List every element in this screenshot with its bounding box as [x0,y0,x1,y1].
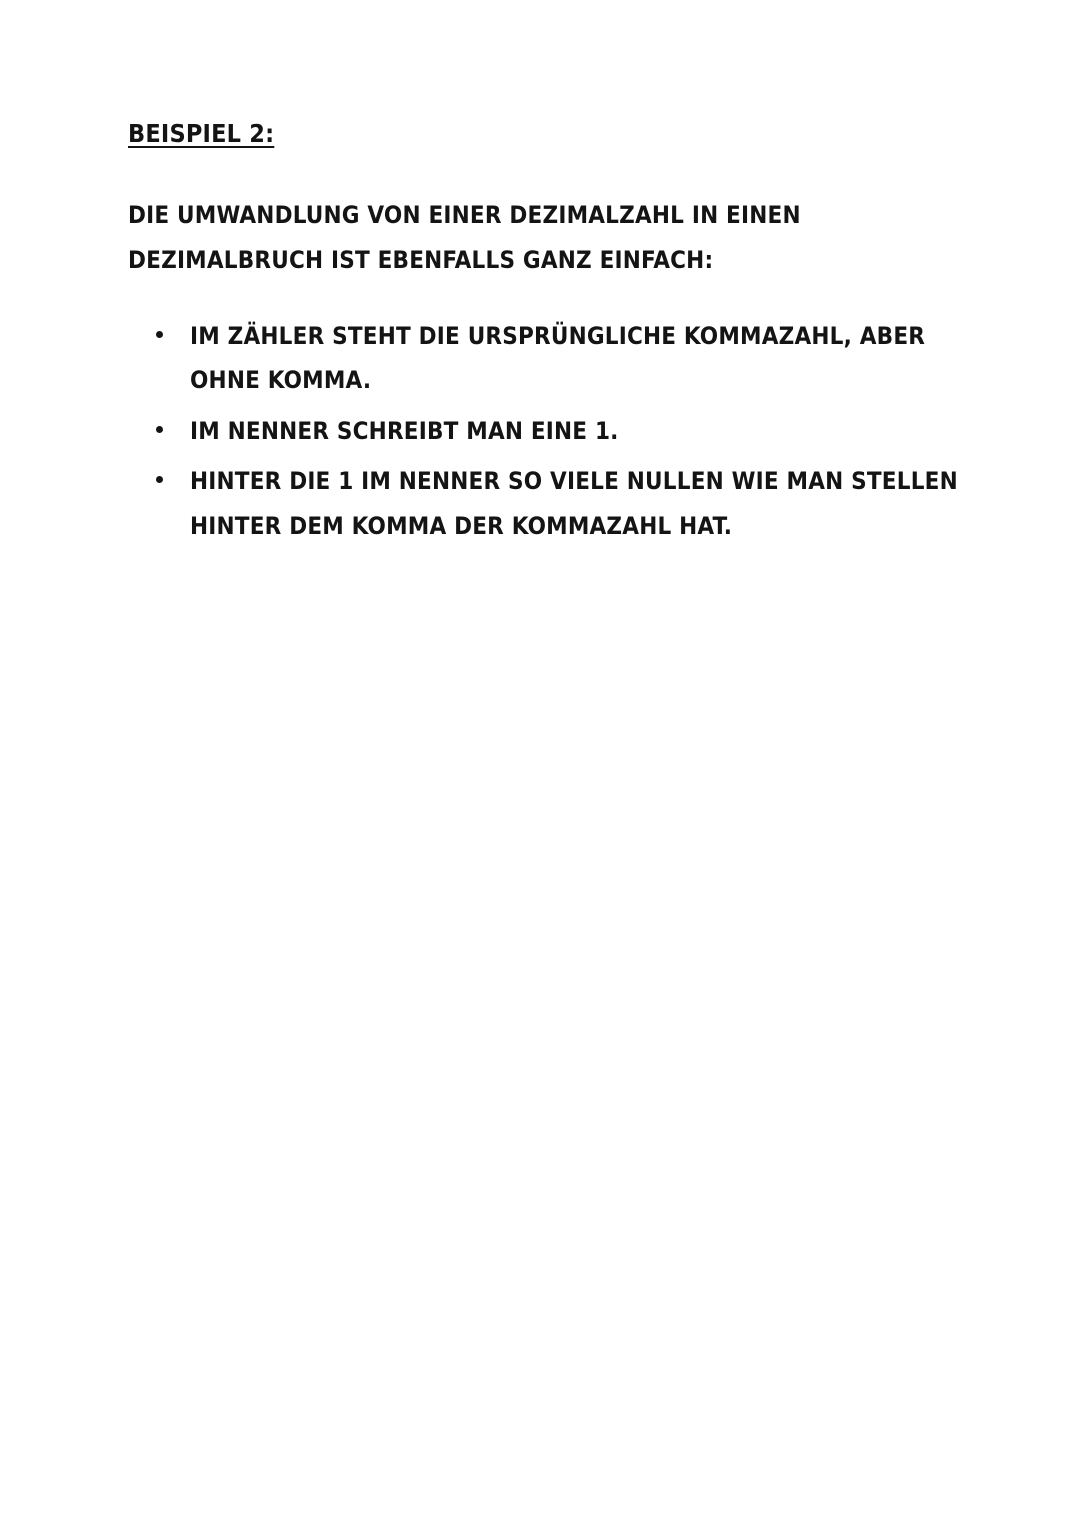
document-content [128,118,958,554]
list-item-label: IM ZÄHLER STEHT DIE URSPRÜNGLICHE KOMMAZAHL, ABER OHNE KOMMA. [190,322,926,395]
bullet-dot-icon [156,331,163,338]
bullet-dot-icon [156,426,163,433]
list-item [128,459,958,548]
list-item-label: IM NENNER SCHREIBT MAN EINE 1. [190,416,619,445]
rules-list [128,314,958,548]
list-item [128,409,958,453]
list-item [128,314,958,403]
bullet-dot-icon [156,476,163,483]
intro-paragraph: DIE UMWANDLUNG VON EINER DEZIMALZAHL IN EINEN DEZIMALBRUCH IST EBENFALLS GANZ EINFACH: [128,201,801,274]
page-heading: BEISPIEL 2: [128,119,275,148]
list-item-label: HINTER DIE 1 IM NENNER SO VIELE NULLEN WIE MAN STELLEN HINTER DEM KOMMA DER KOMMAZAHL HAT. [190,467,958,540]
